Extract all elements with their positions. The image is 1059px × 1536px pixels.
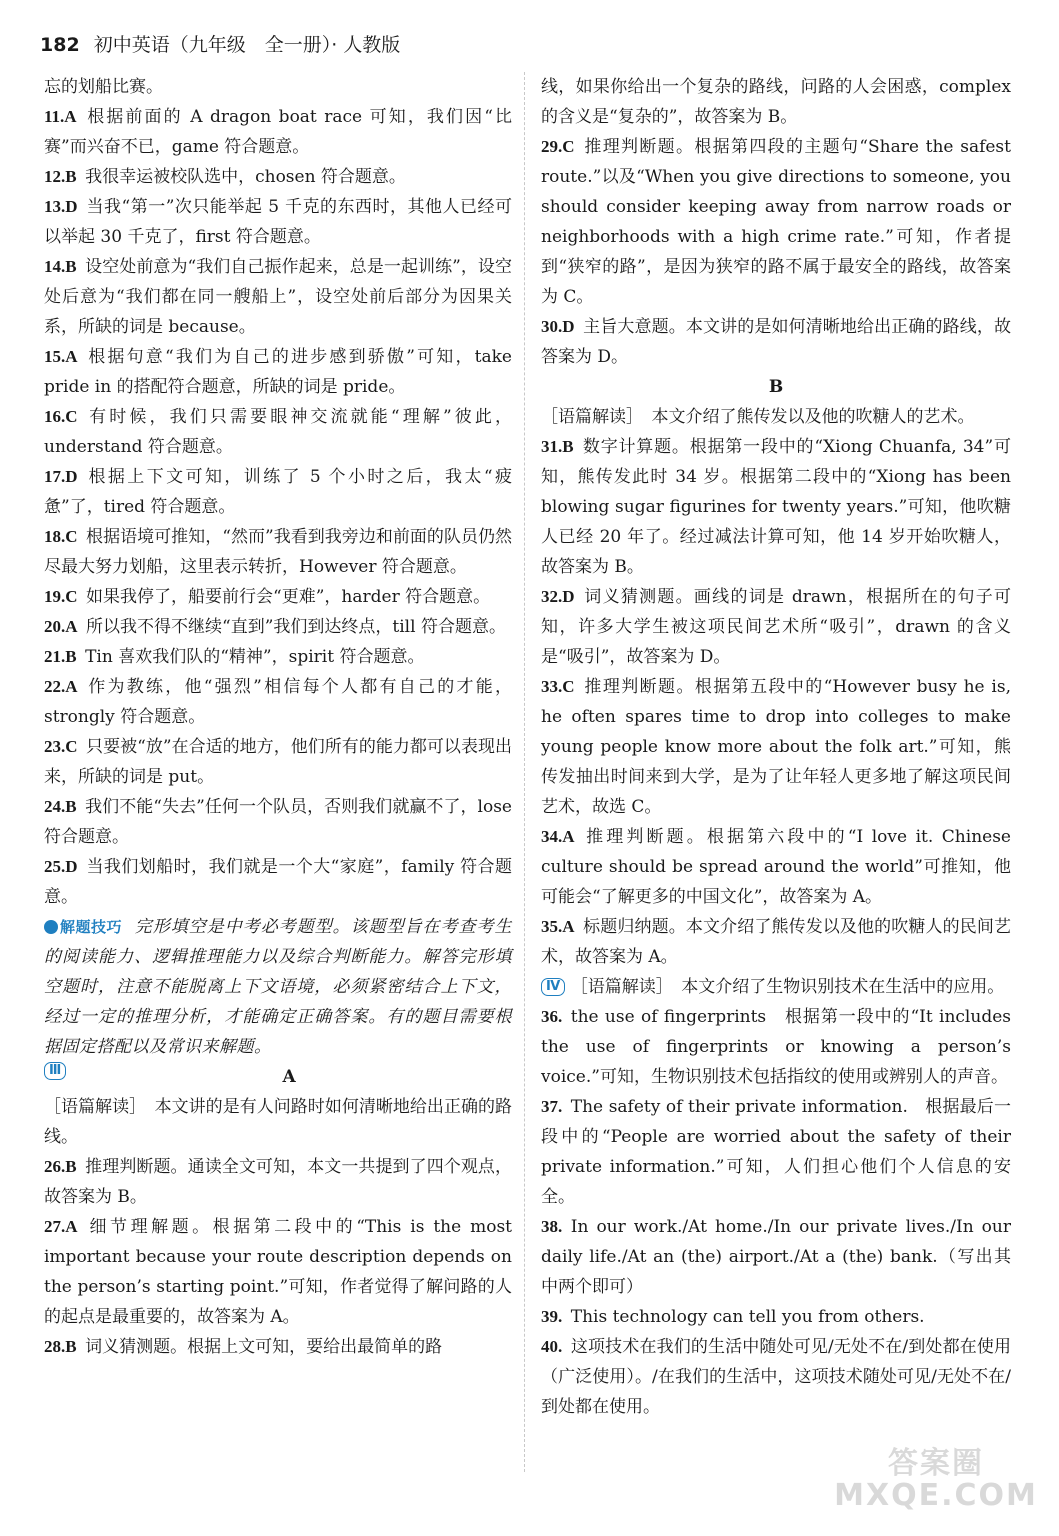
answer-number: 35.A [541, 917, 575, 936]
answer-explanation: In our work./At home./In our private lives./In our daily life./At an (the) airport./At a (the) bank.（写出其中两个即可） [541, 1217, 1011, 1297]
answer-explanation: 主旨大意题。本文讲的是如何清晰地给出正确的路线，故答案为 D。 [541, 317, 1011, 367]
answer-item [541, 1302, 1011, 1332]
answer-number: 21.B [44, 647, 77, 666]
left-column [44, 72, 512, 1362]
answer-number: 18.C [44, 527, 78, 546]
answer-explanation: 根据句意“我们为自己的进步感到骄傲”可知，take pride in 的搭配符合题意，所缺的词是 pride。 [44, 347, 512, 397]
answer-explanation: the use of fingerprints 根据第一段中的“It includes the use of fingerprints or knowing a person’s voice.”可知，生物识别技术包括指纹的使用或辨别人的声音。 [541, 1007, 1011, 1087]
answer-item [541, 1092, 1011, 1212]
answer-explanation: 推理判断题。根据第六段中的“I love it. Chinese culture should be spread around the world”可推知，他可能会“了解更多的中国文化”，故答案为 A。 [541, 827, 1011, 907]
book-title: 初中英语（九年级 全一册）· 人教版 [93, 34, 401, 56]
answer-explanation: Tin 喜欢我们队的“精神”，spirit 符合题意。 [85, 647, 425, 667]
answer-item [44, 1152, 512, 1212]
answer-item [541, 1002, 1011, 1092]
answer-item [44, 462, 512, 522]
answer-item [44, 792, 512, 852]
answer-explanation: 当我“第一”次只能举起 5 千克的东西时，其他人已经可以举起 30 千克了，first 符合题意。 [44, 197, 512, 247]
answer-item [541, 132, 1011, 312]
passage-summary-b: ［语篇解读］ 本文介绍了熊传发以及他的吹糖人的艺术。 [541, 407, 975, 427]
answer-list-b [541, 432, 1011, 972]
answer-list-c [541, 1002, 1011, 1422]
answer-explanation: 词义猜测题。根据上文可知，要给出最简单的路 [85, 1337, 443, 1357]
continuation-text: 忘的划船比赛。 [44, 77, 163, 97]
answer-explanation: 当我们划船时，我们就是一个大“家庭”，family 符合题意。 [44, 857, 512, 907]
answer-item [541, 1332, 1011, 1422]
answer-item [44, 852, 512, 912]
answer-number: 23.C [44, 737, 78, 756]
answer-item [541, 1212, 1011, 1302]
answer-number: 40. [541, 1337, 563, 1356]
answer-explanation: 推理判断题。通读全文可知，本文一共提到了四个观点，故答案为 B。 [44, 1157, 512, 1207]
section-heading-a: Ⅲ A [44, 1062, 512, 1092]
page-number: 182 [40, 34, 80, 56]
answer-number: 37. [541, 1097, 563, 1116]
answer-number: 13.D [44, 197, 78, 216]
answer-item [44, 102, 512, 162]
answer-number: 24.B [44, 797, 77, 816]
answer-list-a-cont [541, 132, 1011, 372]
answer-explanation: 这项技术在我们的生活中随处可见/无处不在/到处都在使用（广泛使用）。/在我们的生活中，这项技术随处可见/无处不在/到处都在使用。 [541, 1337, 1011, 1417]
answer-number: 14.B [44, 257, 77, 276]
section-badge-iv: Ⅳ [541, 978, 565, 996]
answer-number: 16.C [44, 407, 78, 426]
section-badge-iii: Ⅲ [44, 1062, 66, 1080]
answer-item [44, 402, 512, 462]
answer-number: 27.A [44, 1217, 78, 1236]
answer-number: 36. [541, 1007, 563, 1026]
lightbulb-icon [44, 920, 58, 934]
answer-item [541, 582, 1011, 672]
answer-list-cloze [44, 102, 512, 912]
answer-item [541, 672, 1011, 822]
answer-item [44, 582, 512, 612]
answer-explanation: 细节理解题。根据第二段中的“This is the most important because your route description depends on the person’s starting point.”可知，作者觉得了解问路的人的起点是最重要的，故答案为 A。 [44, 1217, 512, 1327]
tip-text: 完形填空是中考必考题型。该题型旨在考查考生的阅读能力、逻辑推理能力以及综合判断能力。解答完形填空题时，注意不能脱离上下文语境，必须紧密结合上下文，经过一定的推理分析，才能确定正确答案。有的题目需要根据固定搭配以及常识来解题。 [44, 917, 512, 1057]
answer-number: 34.A [541, 827, 575, 846]
answer-explanation: 词义猜测题。画线的词是 drawn，根据所在的句子可知，许多大学生被这项民间艺术所“吸引”，drawn 的含义是“吸引”，故答案为 D。 [541, 587, 1011, 667]
answer-number: 31.B [541, 437, 574, 456]
answer-number: 32.D [541, 587, 575, 606]
answer-explanation: 推理判断题。根据第五段中的“However busy he is, he often spares time to drop into colleges to make young people know more about the folk art.”可知，熊传发抽出时间来到大学，是为了让年轻人更多地了解这项民间艺术，故选 C。 [541, 677, 1011, 817]
right-column [541, 72, 1011, 1422]
answer-explanation: 我很幸运被校队选中，chosen 符合题意。 [85, 167, 406, 187]
answer-item [44, 732, 512, 792]
answer-explanation: 标题归纳题。本文介绍了熊传发以及他的吹糖人的民间艺术，故答案为 A。 [541, 917, 1011, 967]
answer-item [44, 1332, 512, 1362]
answer-item [44, 252, 512, 342]
answer-number: 30.D [541, 317, 575, 336]
answer-item [44, 672, 512, 732]
answer-item [541, 822, 1011, 912]
page-header [40, 30, 1020, 64]
passage-summary-c: Ⅳ ［语篇解读］ 本文介绍了生物识别技术在生活中的应用。 [541, 972, 1011, 1002]
answer-number: 39. [541, 1307, 563, 1326]
answer-item [44, 162, 512, 192]
answer-item [44, 522, 512, 582]
column-divider [524, 72, 525, 1472]
answer-item [44, 642, 512, 672]
answer-explanation: 有时候，我们只需要眼神交流就能“理解”彼此，understand 符合题意。 [44, 407, 512, 457]
answer-item [44, 1212, 512, 1332]
answer-number: 20.A [44, 617, 78, 636]
answer-explanation: 根据上下文可知，训练了 5 个小时之后，我太“疲惫”了，tired 符合题意。 [44, 467, 512, 517]
answer-explanation: 我们不能“失去”任何一个队员，否则我们就赢不了，lose 符合题意。 [44, 797, 512, 847]
answer-explanation: The safety of their private information. 根据最后一段中的“People are worried about the safety of their private information.”可知，人们担心他们个人信息的安全。 [541, 1097, 1011, 1207]
section-heading-b: B [768, 377, 784, 397]
answer-number: 26.B [44, 1157, 77, 1176]
answer-explanation: This technology can tell you from others. [570, 1307, 925, 1327]
passage-summary-a: ［语篇解读］ 本文讲的是有人问路时如何清晰地给出正确的路线。 [44, 1097, 512, 1147]
answer-item [541, 912, 1011, 972]
answer-explanation: 数字计算题。根据第一段中的“Xiong Chuanfa, 34”可知，熊传发此时 34 岁。根据第二段中的“Xiong has been blowing sugar figurines for twenty years.”可知，他吹糖人已经 20 年了。经过减法计算可知，他 14 岁开始吹糖人，故答案为 B。 [541, 437, 1011, 577]
answer-explanation: 如果我停了，船要前行会“更难”，harder 符合题意。 [86, 587, 491, 607]
answer-number: 28.B [44, 1337, 77, 1356]
answer-explanation: 只要被“放”在合适的地方，他们所有的能力都可以表现出来，所缺的词是 put。 [44, 737, 512, 787]
answer-explanation: 设空处前意为“我们自己振作起来，总是一起训练”，设空处后意为“我们都在同一艘船上”，设空处前后部分为因果关系，所缺的词是 because。 [44, 257, 512, 337]
answer-explanation: 根据前面的 A dragon boat race 可知，我们因“比赛”而兴奋不已，game 符合题意。 [44, 107, 512, 157]
answer-number: 12.B [44, 167, 77, 186]
answer-number: 15.A [44, 347, 78, 366]
answer-number: 19.C [44, 587, 78, 606]
continuation-text-right: 线，如果你给出一个复杂的路线，问路的人会困惑，complex 的含义是“复杂的”，故答案为 B。 [541, 77, 1011, 127]
answer-item [541, 312, 1011, 372]
watermark-logo: 答案圈 MXQE.COM [834, 1446, 1038, 1513]
answer-number: 25.D [44, 857, 78, 876]
answer-item [541, 432, 1011, 582]
answer-number: 11.A [44, 107, 77, 126]
answer-explanation: 根据语境可推知，“然而”我看到我旁边和前面的队员仍然尽最大努力划船，这里表示转折，However 符合题意。 [44, 527, 512, 577]
answer-item [44, 192, 512, 252]
answer-number: 33.C [541, 677, 575, 696]
tip-label: 解题技巧 [44, 912, 122, 942]
answer-item [44, 342, 512, 402]
answer-explanation: 作为教练，他“强烈”相信每个人都有自己的才能，strongly 符合题意。 [44, 677, 512, 727]
answer-number: 22.A [44, 677, 78, 696]
answer-number: 38. [541, 1217, 563, 1236]
answer-explanation: 推理判断题。根据第四段的主题句“Share the safest route.”以及“When you give directions to someone, you should consider keeping away from narrow roads or neighborhoods with a high crime rate.”可知，作者提到“狭窄的路”，是因为狭窄的路不属于最安全的路线，故答案为 C。 [541, 137, 1011, 307]
tip-box [44, 912, 512, 1062]
answer-number: 29.C [541, 137, 575, 156]
answer-list-a [44, 1152, 512, 1362]
answer-item [44, 612, 512, 642]
answer-explanation: 所以我不得不继续“直到”我们到达终点，till 符合题意。 [86, 617, 506, 637]
answer-number: 17.D [44, 467, 78, 486]
